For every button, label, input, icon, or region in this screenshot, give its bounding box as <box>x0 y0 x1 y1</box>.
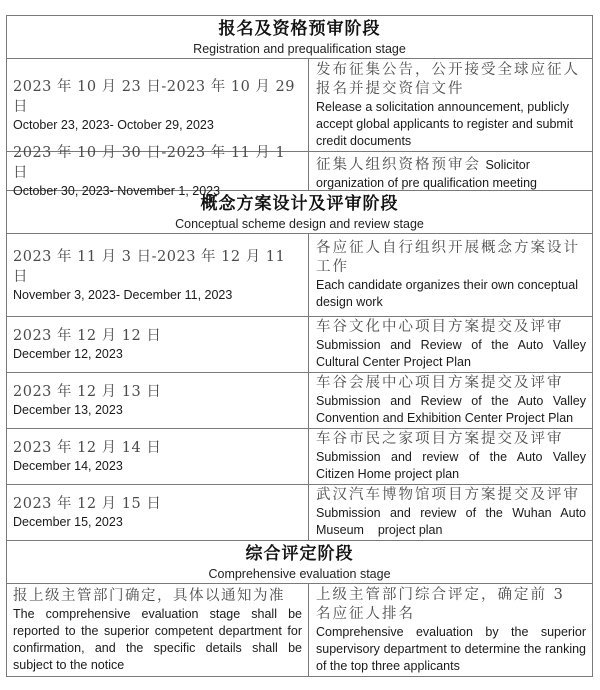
date-cn: 2023 年 12 月 12 日 <box>13 328 162 344</box>
date-cell <box>7 373 309 428</box>
description-cell <box>309 152 592 190</box>
stage-title-cn: 报名及资格预审阶段 <box>218 18 381 39</box>
date-cn: 2023 年 12 月 15 日 <box>13 496 162 512</box>
description-en: Release a solicitation announcement, publicly accept global applicants to register and submit credit documents <box>316 99 574 148</box>
description-en: Submission and Review of the Auto Valley Cultural Center Project Plan <box>316 338 586 369</box>
description-cn: 武汉汽车博物馆项目方案提交及评审 <box>316 487 580 503</box>
description-en: Submission and review of the Wuhan Auto Museum project plan <box>316 506 590 537</box>
table-row <box>7 584 592 676</box>
description-cn: 车谷市民之家项目方案提交及评审 <box>316 431 564 447</box>
timing-en: The comprehensive evaluation stage shall be reported to the superior competent department for confirmation, and the specific details shall be subject to the notice <box>13 606 302 672</box>
stage-title-cn: 概念方案设计及评审阶段 <box>200 193 399 214</box>
date-cell <box>7 429 309 484</box>
date-cell <box>7 485 309 540</box>
date-cn: 2023 年 11 月 3 日-2023 年 12 月 11 日 <box>13 248 286 285</box>
description-cn: 各应征人自行组织开展概念方案设计工作 <box>316 240 580 275</box>
description-cell <box>309 373 592 428</box>
table-row <box>7 234 592 317</box>
timing-cell <box>7 584 309 676</box>
table-row <box>7 59 592 152</box>
table-row <box>7 429 592 485</box>
date-en: October 30, 2023- November 1, 2023 <box>13 183 221 198</box>
stage-title-en: Registration and prequalification stage <box>193 41 406 56</box>
date-en: December 15, 2023 <box>13 515 123 529</box>
schedule-table <box>6 15 593 677</box>
date-cell <box>7 234 309 316</box>
date-en: November 3, 2023- December 11, 2023 <box>13 287 233 302</box>
description-cell <box>309 59 592 151</box>
table-row <box>7 373 592 429</box>
description-en: Comprehensive evaluation by the superior supervisory department to determine the ranking of the top three applicants <box>316 624 586 673</box>
date-en: December 12, 2023 <box>13 347 123 361</box>
date-cell <box>7 317 309 372</box>
description-en: Submission and review of the Auto Valley Citizen Home project plan <box>316 450 586 481</box>
description-cell <box>309 485 592 540</box>
table-row <box>7 317 592 373</box>
date-en: December 14, 2023 <box>13 459 123 473</box>
description-en: Each candidate organizes their own conceptual design work <box>316 278 578 309</box>
description-cell <box>309 584 592 676</box>
stage-header-evaluation <box>7 541 592 584</box>
description-cn: 车谷文化中心项目方案提交及评审 <box>316 319 564 335</box>
description-cn: 征集人组织资格预审会 <box>316 157 481 173</box>
description-cell <box>309 234 592 316</box>
description-cn: 车谷会展中心项目方案提交及评审 <box>316 375 564 391</box>
table-row <box>7 144 592 198</box>
date-cn: 2023 年 10 月 30 日-2023 年 11 月 1 日 <box>13 144 286 181</box>
description-en: Solicitor organization of pre qualification meeting <box>316 158 537 190</box>
date-en: October 23, 2023- October 29, 2023 <box>13 117 214 132</box>
description-en: Submission and Review of the Auto Valley Convention and Exhibition Center Project Plan <box>316 394 586 425</box>
description-cell <box>309 429 592 484</box>
date-cell <box>7 144 309 198</box>
stage-title-en: Comprehensive evaluation stage <box>208 566 391 581</box>
date-cell <box>7 59 309 151</box>
description-cell <box>309 317 592 372</box>
timing-cn: 报上级主管部门确定，具体以通知为准 <box>13 587 285 604</box>
date-cn: 2023 年 12 月 14 日 <box>13 440 162 456</box>
description-cn: 发布征集公告，公开接受全球应征人报名并提交资信文件 <box>316 61 580 97</box>
date-cn: 2023 年 12 月 13 日 <box>13 384 162 400</box>
stage-title-cn: 综合评定阶段 <box>245 543 354 564</box>
date-en: December 13, 2023 <box>13 403 123 417</box>
stage-title-en: Conceptual scheme design and review stage <box>175 216 424 231</box>
table-row <box>7 485 592 541</box>
stage-header-registration <box>7 16 592 59</box>
date-cn: 2023 年 10 月 23 日-2023 年 10 月 29 日 <box>13 78 295 115</box>
description-cn: 上级主管部门综合评定，确定前 3 名应征人排名 <box>316 586 565 622</box>
